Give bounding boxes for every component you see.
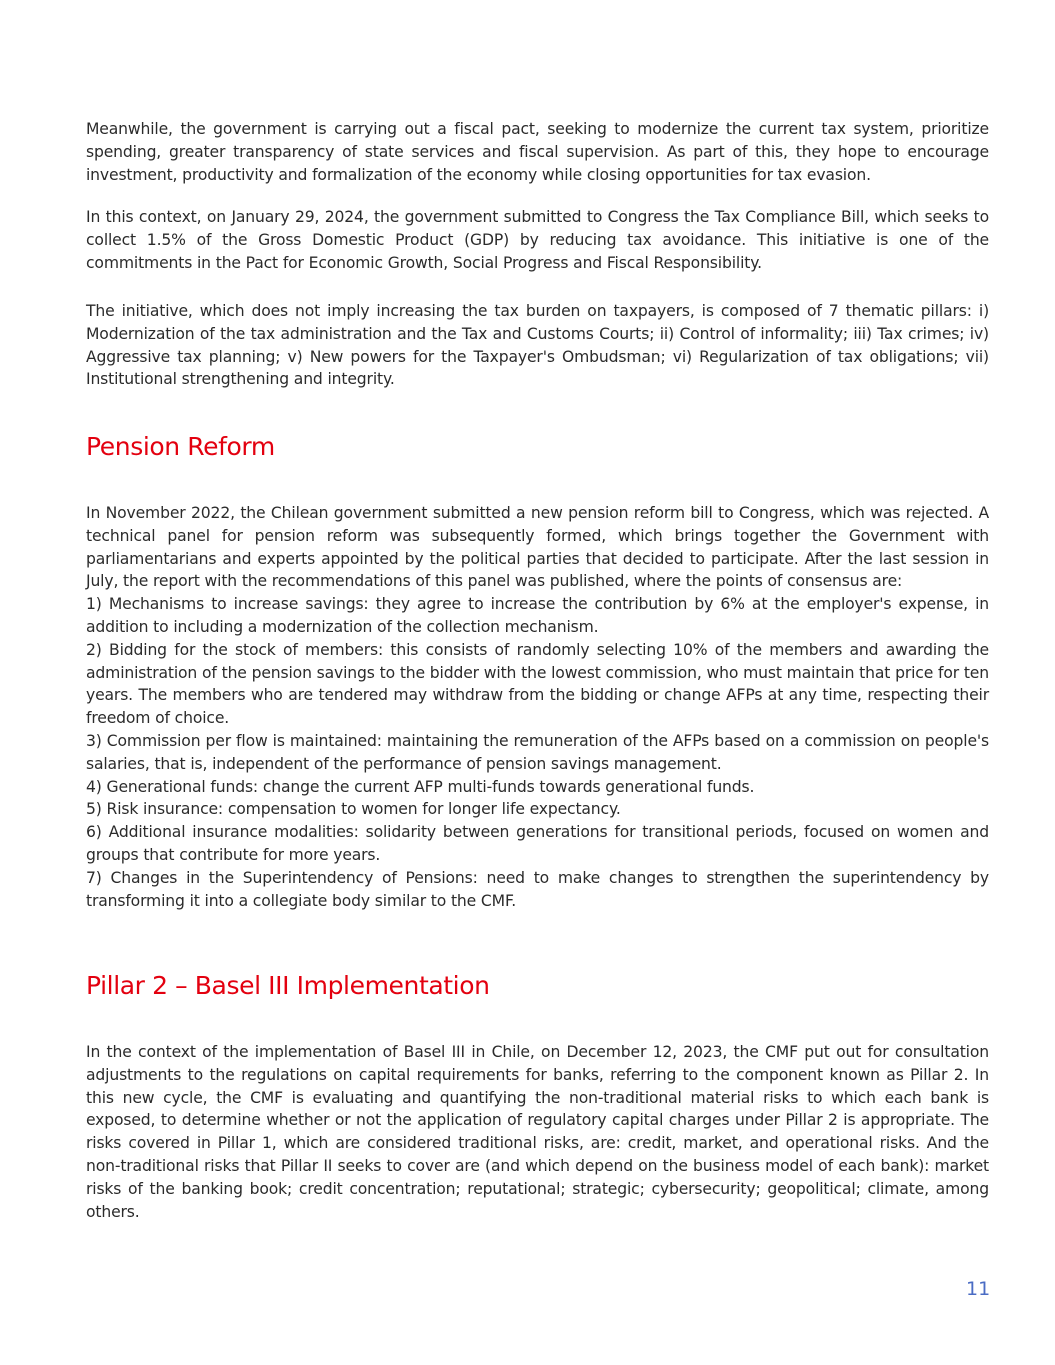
- consensus-item-2: 2) Bidding for the stock of members: this consists of randomly selecting 10% of the members and awarding the administration of the pension savings to the bidder with the lowest commission, who must maintain that price for ten years. The members who are tendered may withdraw from the bidding or change AFPs at any time, respecting their freedom of choice.: [86, 640, 989, 728]
- paragraph: The initiative, which does not imply increasing the tax burden on taxpayers, is composed of 7 thematic pillars: i) Modernization of the tax administration and the Tax and Customs Courts; ii) Control of informality; iii) Tax crimes; iv) Aggressive tax planning; v) New powers for the Taxpayer's Ombudsman; vi) Regularization of tax obligations; vii) Institutional strengthening and integrity.: [86, 302, 989, 389]
- thematic-pillars-paragraph: [86, 300, 989, 391]
- paragraph: In November 2022, the Chilean government submitted a new pension reform bill to Congress, which was rejected. A technical panel for pension reform was subsequently formed, which brings together the Government with parliamentarians and experts appointed by the political parties that decided to participate. After the last session in July, the report with the recommendations of this panel was published, where the points of consensus are:: [86, 504, 989, 591]
- consensus-item-5: 5) Risk insurance: compensation to women for longer life expectancy.: [86, 800, 621, 819]
- section-heading-pillar-2: Pillar 2 – Basel III Implementation: [86, 971, 490, 1000]
- consensus-item-4: 4) Generational funds: change the current AFP multi-funds towards generational funds.: [86, 777, 755, 796]
- consensus-item-3: 3) Commission per flow is maintained: maintaining the remuneration of the AFPs based on a commission on people's salaries, that is, independent of the performance of pension savings management.: [86, 731, 989, 773]
- paragraph: In the context of the implementation of Basel III in Chile, on December 12, 2023, the CMF put out for consultation adjustments to the regulations on capital requirements for banks, referring to the component known as Pillar 2. In this new cycle, the CMF is evaluating and quantifying the non-traditional material risks to which each bank is exposed, to determine whether or not the application of regulatory capital charges under Pillar 2 is appropriate. The risks covered in Pillar 1, which are considered traditional risks, are: credit, market, and operational risks. And the non-traditional risks that Pillar II seeks to cover are (and which depend on the business model of each bank): market risks of the banking book; credit concentration; reputational; strategic; cybersecurity; geopolitical; climate, among others.: [86, 1043, 989, 1221]
- page-number: 11: [966, 1278, 991, 1300]
- consensus-item-6: 6) Additional insurance modalities: solidarity between generations for transitional periods, focused on women and groups that contribute for more years.: [86, 823, 989, 864]
- paragraph: Meanwhile, the government is carrying out a fiscal pact, seeking to modernize the current tax system, prioritize spending, greater transparency of state services and fiscal supervision. As part of this, they hope to encourage investment, productivity and formalization of the economy while closing opportunities for tax evasion.: [86, 120, 989, 184]
- consensus-item-1: 1) Mechanisms to increase savings: they agree to increase the contribution by 6% at the employer's expense, in addition to including a modernization of the collection mechanism.: [86, 595, 989, 636]
- section-heading-pension-reform: Pension Reform: [86, 432, 275, 461]
- paragraph: In this context, on January 29, 2024, the government submitted to Congress the Tax Compliance Bill, which seeks to collect 1.5% of the Gross Domestic Product (GDP) by reducing tax avoidance. This initiative is one of the commitments in the Pact for Economic Growth, Social Progress and Fiscal Responsibility.: [86, 208, 989, 272]
- pillar-2-body: [86, 1041, 989, 1223]
- tax-compliance-paragraph: [86, 206, 989, 274]
- fiscal-pact-paragraph: [86, 118, 989, 186]
- consensus-item-7: 7) Changes in the Superintendency of Pensions: need to make changes to strengthen the superintendency by transforming it into a collegiate body similar to the CMF.: [86, 868, 989, 910]
- pension-reform-body: [86, 502, 989, 912]
